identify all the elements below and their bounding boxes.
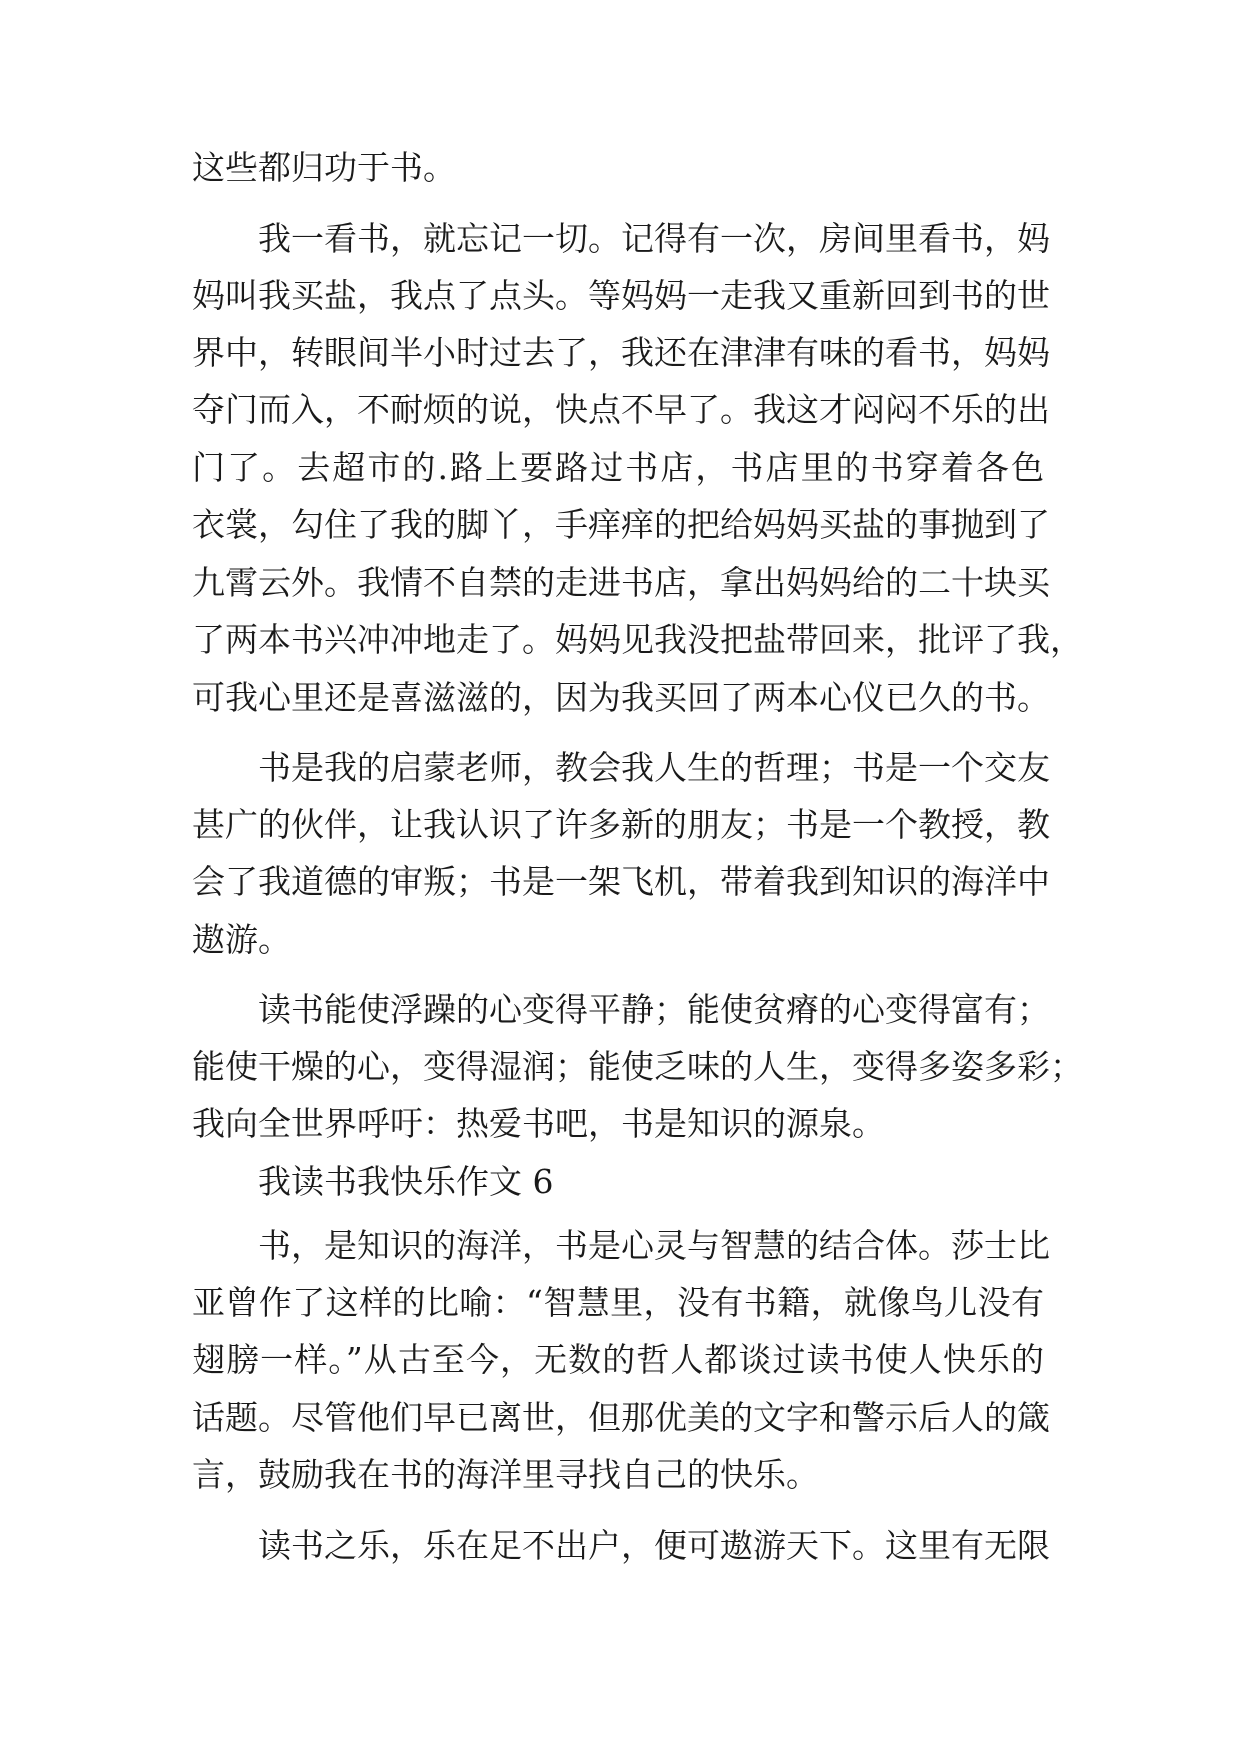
document-page: 这些都归功于书。 我一看书，就忘记一切。记得有一次，房间里看书，妈 妈叫我买盐，我点了点头。等妈妈一走我又重新回到书的世 界中，转眼间半小时过去了，我还在津津有味的看书，妈妈 夺门而入，不耐烦的说，快点不早了。我这才闷闷不乐的出 门了。去超市的.路上要路过书店，书店里的书穿着各色 衣裳，勾住了我的脚丫，手痒痒的把给妈妈买盐的事抛到了 九霄云外。我情不自禁的走进书店，拿出妈妈给的二十块买 了两本书兴冲冲地走了。妈妈见我没把盐带回来，批评了我， 可我心里还是喜滋滋的，因为我买回了两本心仪已久的书。 书是我的启蒙老师，教会我人生的哲理；书是一个交友 甚广的伙伴，让我认识了许多新的朋友；书是一个教授，教 会了我道德的审叛；书是一架飞机，带着我到知识的海洋中 遨游。 读书能使浮躁的心变得平静；能使贫瘠的心变得富有； 能使干燥的心，变得湿润；能使乏味的人生，变得多姿多彩； 我向全世界呼吁：热爱书吧，书是知识的源泉。 我读书我快乐作文 6 书，是知识的海洋，书是心灵与智慧的结合体。莎士比 亚曾作了这样的比喻：“智慧里，没有书籍，就像鸟儿没有 翅膀一样。”从古至今，无数的哲人都谈过读书使人快乐的 话题。尽管他们早已离世，但那优美的文字和警示后人的箴 言，鼓励我在书的海洋里寻找自己的快乐。 读书之乐，乐在足不出户，便可遨游天下。这里有无限	[0, 0, 1241, 1754]
